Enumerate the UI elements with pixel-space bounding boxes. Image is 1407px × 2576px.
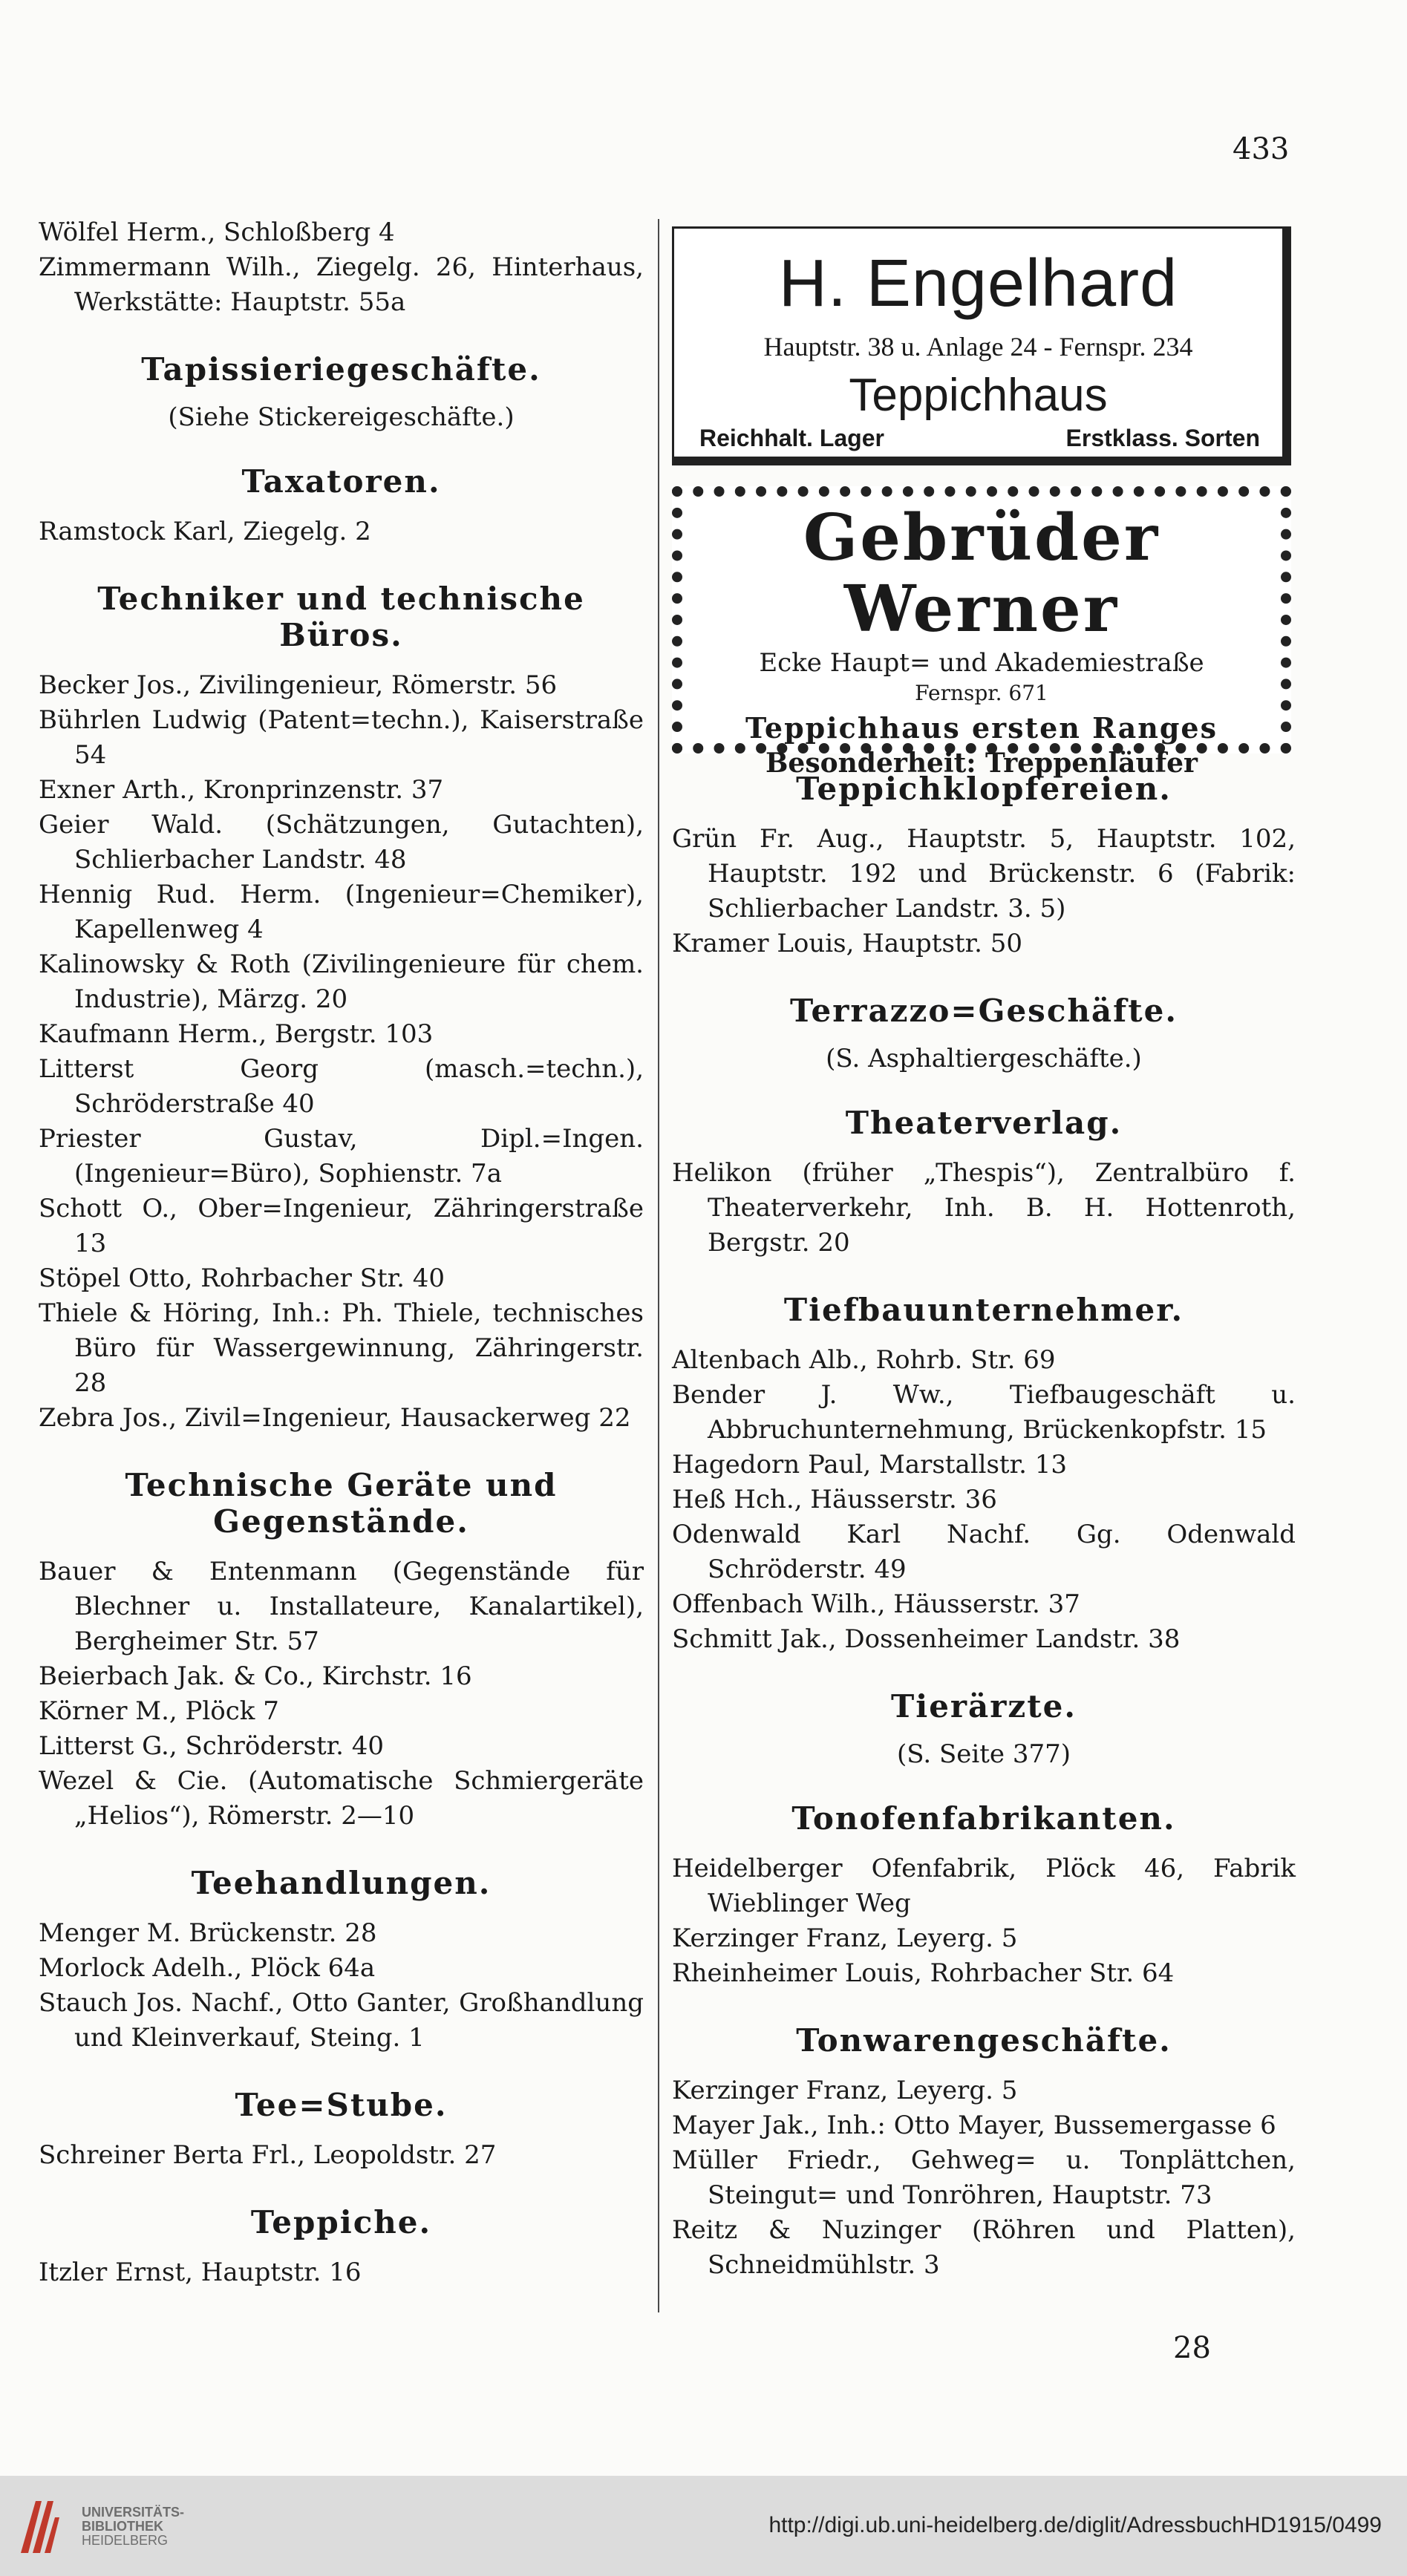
page-number: 433 [1233,132,1290,166]
right-column [672,771,1296,2283]
directory-entry: Hagedorn Paul, Marstallstr. 13 [672,1450,1067,1480]
directory-entry: Kaufmann Herm., Bergstr. 103 [39,1019,434,1049]
logo-line-2: BIBLIOTHEK [82,2519,163,2534]
section-heading: Tee=Stube. [235,2087,448,2123]
library-logo-icon [16,2495,64,2557]
directory-entry: Reitz & Nuzinger (Röhren und Platten), Schneidmühlstr. 3 [672,2215,1296,2280]
section-heading: Tonofenfabrikanten. [791,1800,1176,1837]
directory-entry: Beierbach Jak. & Co., Kirchstr. 16 [39,1661,472,1691]
directory-entry: Wölfel Herm., Schloßberg 4 [39,218,395,247]
ad-engelhard-footer-right: Erstklass. Sorten [1065,425,1260,451]
directory-entry: Priester Gustav, Dipl.=Ingen. (Ingenieur=Büro), Sophienstr. 7a [39,1124,644,1189]
left-column [39,215,644,2290]
section-heading: Teehandlungen. [191,1865,492,1901]
section-heading: Tonwarengeschäfte. [796,2022,1172,2059]
directory-entry: Morlock Adelh., Plöck 64a [39,1953,376,1983]
section-heading: Theaterverlag. [845,1105,1123,1141]
directory-entry: Odenwald Karl Nachf. Gg. Odenwald Schröderstr. 49 [672,1520,1296,1584]
column-divider [658,219,659,2312]
directory-entry: Heß Hch., Häusserstr. 36 [672,1485,997,1514]
ad-engelhard [672,226,1291,465]
ad-werner [672,486,1291,779]
ad-werner-address: Ecke Haupt= und Akademiestraße [759,648,1204,678]
section-note: (Siehe Stickereigeschäfte.) [168,402,515,432]
directory-entry: Schmitt Jak., Dossenheimer Landstr. 38 [672,1624,1181,1654]
directory-entry: Ramstock Karl, Ziegelg. 2 [39,517,371,546]
directory-entry: Bender J. Ww., Tiefbaugeschäft u. Abbruchunternehmung, Brückenkopfstr. 15 [672,1380,1296,1445]
directory-entry: Bührlen Ludwig (Patent=techn.), Kaiserstraße 54 [39,705,644,770]
section-heading: Terrazzo=Geschäfte. [790,993,1178,1029]
section-heading: Tiefbauunternehmer. [783,1292,1184,1328]
directory-entry: Litterst G., Schröderstr. 40 [39,1731,385,1761]
directory-entry: Mayer Jak., Inh.: Otto Mayer, Bussemergasse 6 [672,2111,1276,2140]
directory-entry: Wezel & Cie. (Automatische Schmiergeräte „Helios“), Römerstr. 2—10 [39,1766,644,1831]
directory-entry: Kerzinger Franz, Leyerg. 5 [672,2076,1018,2105]
directory-entry: Schott O., Ober=Ingenieur, Zähringerstraße 13 [39,1194,644,1258]
ad-engelhard-footer-left: Reichhalt. Lager [699,425,884,451]
ad-werner-phone: Fernspr. 671 [915,681,1048,705]
section-heading: Tierärzte. [891,1688,1077,1725]
directory-entry: Stauch Jos. Nachf., Otto Ganter, Großhandlung und Kleinverkauf, Steing. 1 [39,1988,644,2053]
ad-engelhard-tagline: Teppichhaus [849,370,1108,421]
directory-entry: Schreiner Berta Frl., Leopoldstr. 27 [39,2140,497,2170]
ad-werner-line2: Besonderheit: Treppenläufer [765,748,1198,779]
section-note: (S. Seite 377) [897,1739,1071,1769]
directory-entry: Kerzinger Franz, Leyerg. 5 [672,1923,1018,1953]
directory-entry: Offenbach Wilh., Häusserstr. 37 [672,1589,1080,1619]
directory-entry: Thiele & Höring, Inh.: Ph. Thiele, technisches Büro für Wassergewinnung, Zähringerstr. 28 [39,1298,644,1398]
section-heading: Taxatoren. [241,463,441,500]
directory-entry: Exner Arth., Kronprinzenstr. 37 [39,775,444,805]
directory-entry: Hennig Rud. Herm. (Ingenieur=Chemiker), Kapellenweg 4 [39,880,644,944]
directory-entry: Körner M., Plöck 7 [39,1696,279,1726]
directory-entry: Bauer & Entenmann (Gegenstände für Blechner u. Installateure, Kanalartikel), Bergheimer Str. 57 [39,1557,644,1656]
section-heading: Tapissieriegeschäfte. [141,351,541,388]
logo-line-3: HEIDELBERG [82,2533,169,2548]
directory-entry: Rheinheimer Louis, Rohrbacher Str. 64 [672,1958,1175,1988]
library-logo-text [82,2505,184,2548]
directory-entry: Becker Jos., Zivilingenieur, Römerstr. 56 [39,670,558,700]
ad-werner-line1: Teppichhaus ersten Ranges [745,711,1218,745]
directory-entry: Zebra Jos., Zivil=Ingenieur, Hausackerweg 22 [39,1403,631,1433]
directory-entry: Menger M. Brückenstr. 28 [39,1918,377,1948]
directory-entry: Altenbach Alb., Rohrb. Str. 69 [672,1345,1056,1375]
directory-entry: Müller Friedr., Gehweg= u. Tonplättchen, Steingut= und Tonröhren, Hauptstr. 73 [672,2145,1296,2210]
directory-entry: Itzler Ernst, Hauptstr. 16 [39,2258,362,2287]
ad-werner-name: Gebrüder Werner [803,500,1160,647]
directory-entry: Kramer Louis, Hauptstr. 50 [672,929,1022,958]
directory-entry: Stöpel Otto, Rohrbacher Str. 40 [39,1264,445,1293]
footer-number: 28 [1173,2331,1211,2365]
section-note: (S. Asphaltiergeschäfte.) [826,1044,1142,1073]
directory-entry: Grün Fr. Aug., Hauptstr. 5, Hauptstr. 102, Hauptstr. 192 und Brückenstr. 6 (Fabrik: Schlierbacher Landstr. 3. 5) [672,824,1296,923]
ad-engelhard-address: Hauptstr. 38 u. Anlage 24 - Fernspr. 234 [763,332,1193,362]
directory-entry: Zimmermann Wilh., Ziegelg. 26, Hinterhaus, Werkstätte: Hauptstr. 55a [39,252,644,317]
source-url-link[interactable]: http://digi.ub.uni-heidelberg.de/diglit/AdressbuchHD1915/0499 [768,2513,1382,2537]
ad-engelhard-footer [674,420,1282,452]
section-heading: Technische Geräte und Gegenstände. [125,1467,558,1540]
directory-entry: Geier Wald. (Schätzungen, Gutachten), Schlierbacher Landstr. 48 [39,810,644,875]
section-heading: Techniker und technische Büros. [97,581,585,653]
section-heading: Teppiche. [250,2204,432,2240]
section-heading: Teppichklopfereien. [796,771,1172,807]
logo-line-1: UNIVERSITÄTS- [82,2505,185,2520]
directory-entry: Helikon (früher „Thespis“), Zentralbüro f. Theaterverkehr, Inh. B. H. Hottenroth, Bergstr. 20 [672,1158,1296,1258]
directory-entry: Litterst Georg (masch.=techn.), Schröderstraße 40 [39,1054,644,1119]
ad-engelhard-name: H. Engelhard [778,246,1178,321]
library-footer-bar [0,2476,1407,2576]
directory-entry: Heidelberger Ofenfabrik, Plöck 46, Fabrik Wieblinger Weg [672,1854,1296,1918]
directory-entry: Kalinowsky & Roth (Zivilingenieure für chem. Industrie), Märzg. 20 [39,949,644,1014]
